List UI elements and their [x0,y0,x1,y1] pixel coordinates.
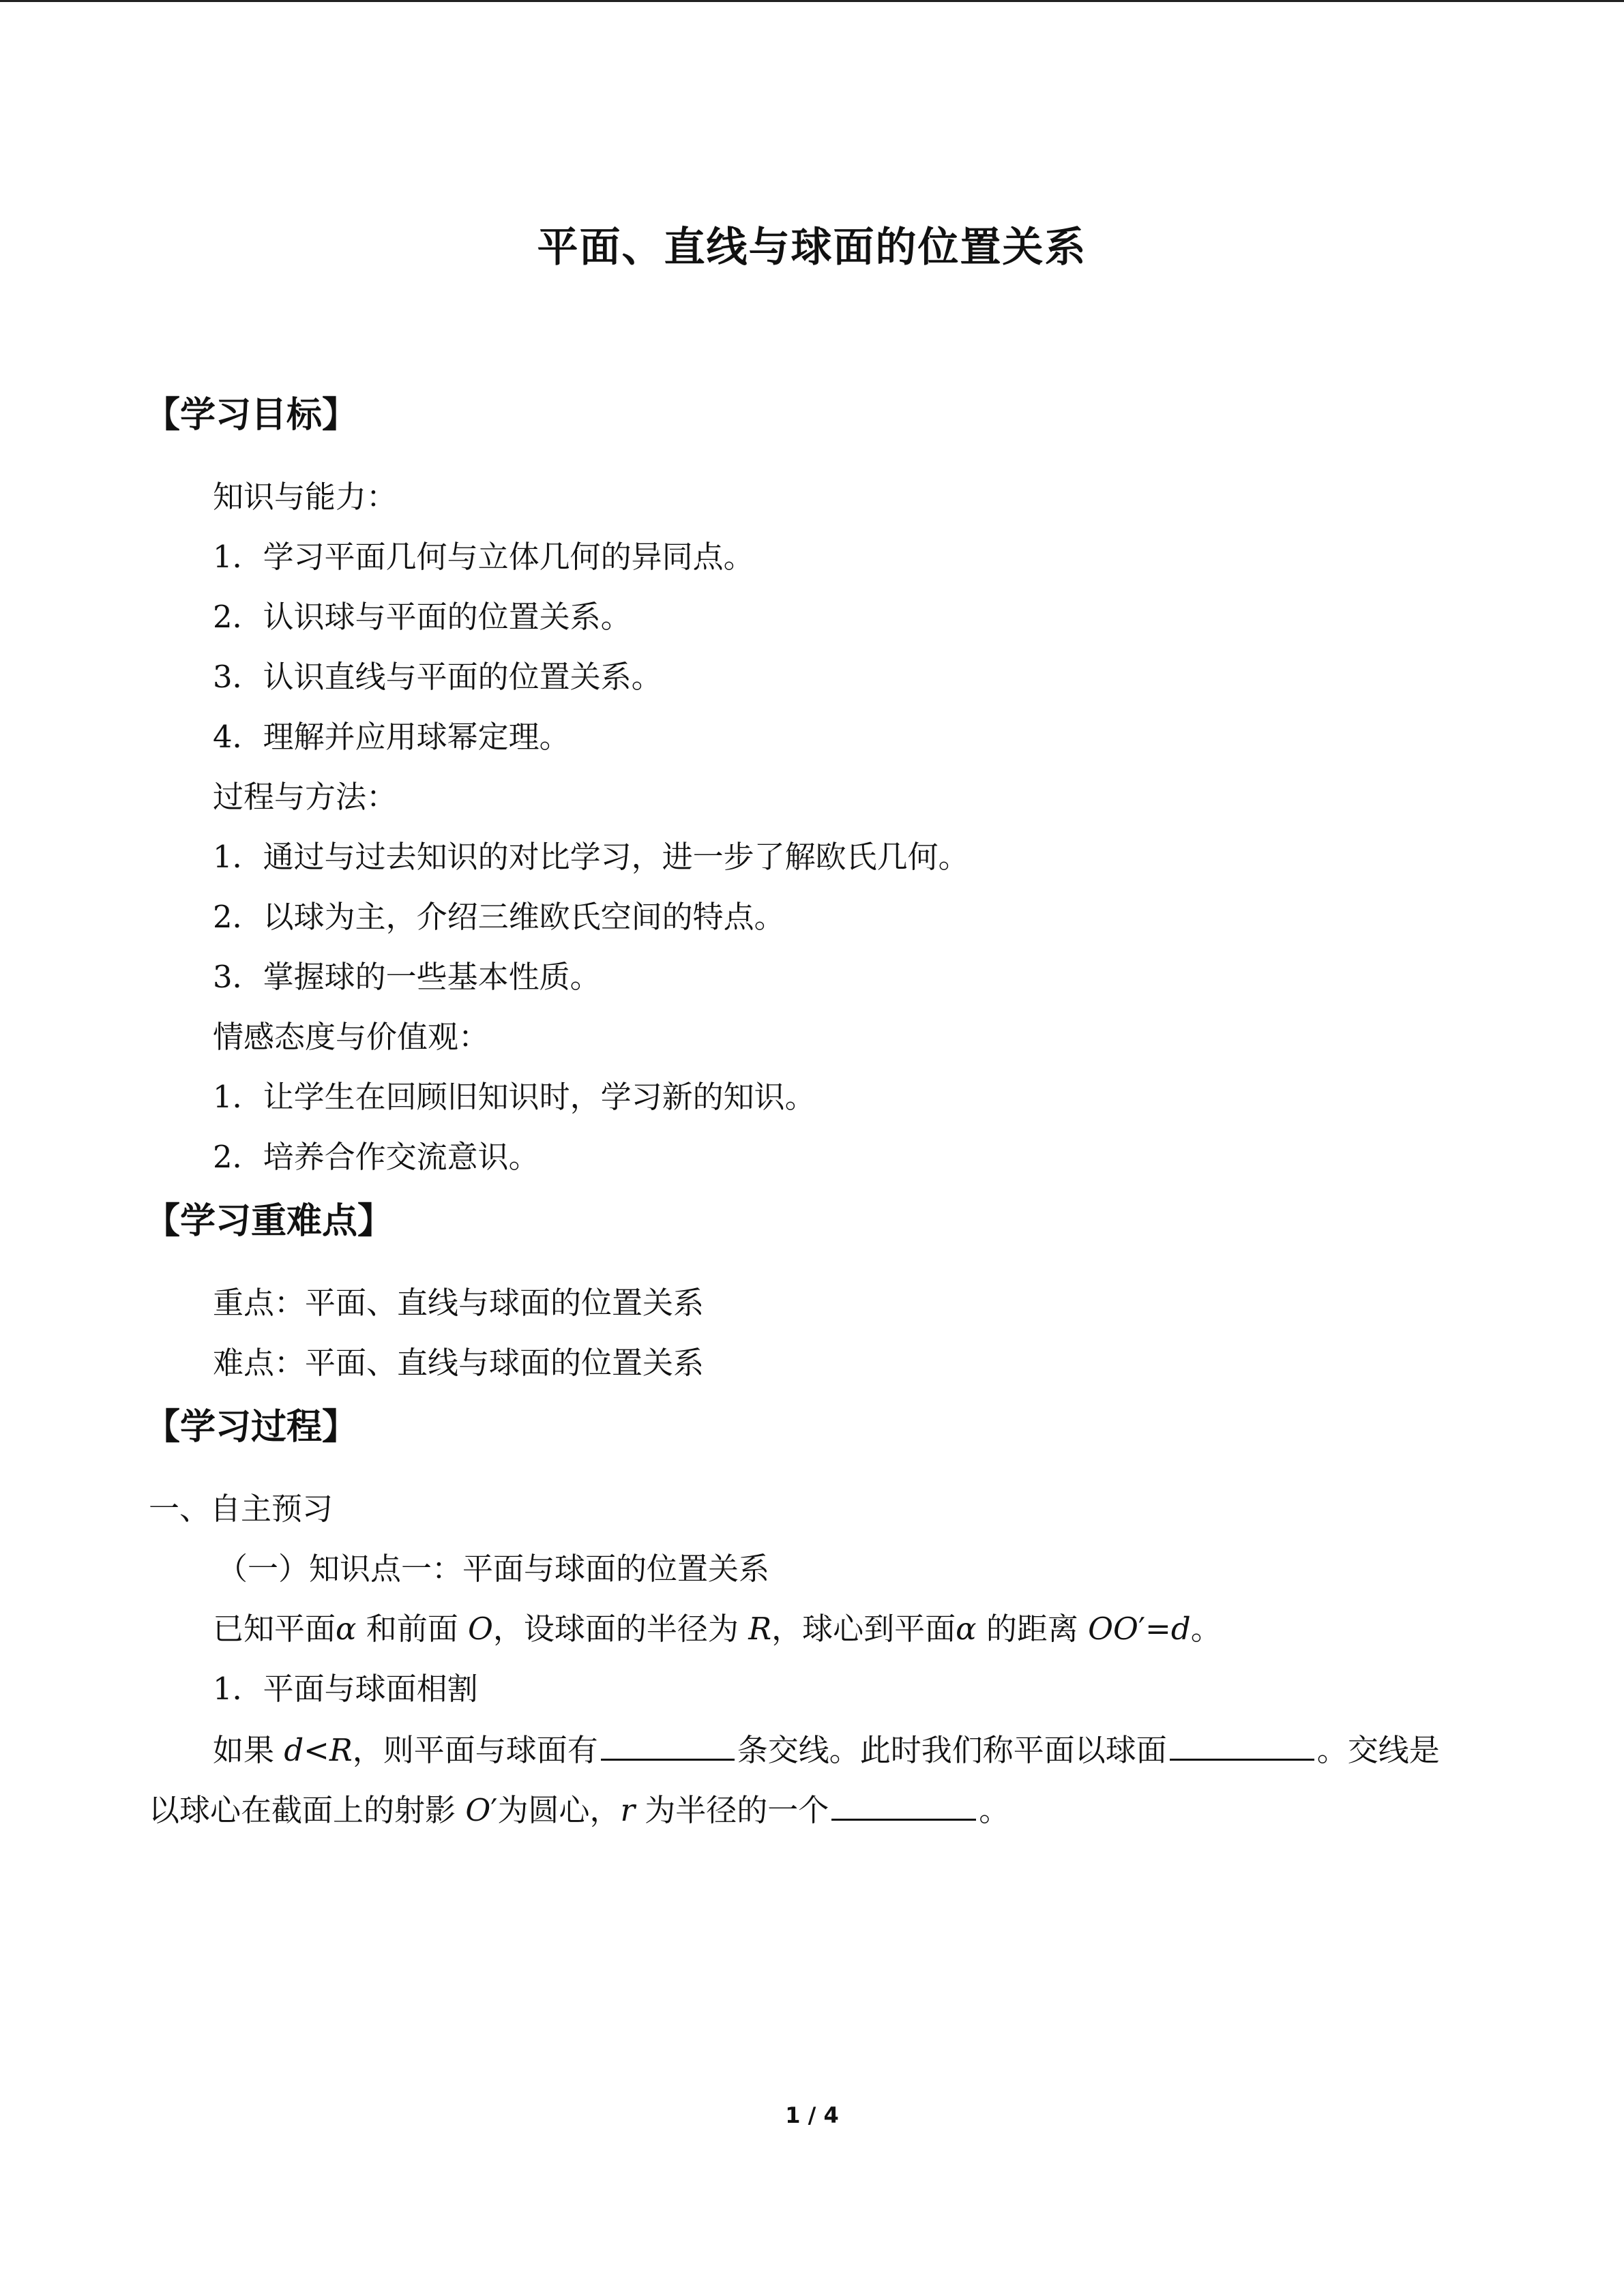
knowledge-point-1-heading: （一）知识点一：平面与球面的位置关系 [217,1551,770,1587]
given-text-5: 的距离 [976,1611,1089,1647]
given-text-4: ，球心到平面 [771,1611,956,1647]
method-heading: 过程与方法： [213,779,398,815]
case-text-4: 。交线是 [1316,1732,1440,1768]
radius-r: r [620,1792,635,1828]
prime-glyph: ′ [1138,1611,1146,1647]
distance-d: d [1170,1611,1191,1647]
emotion-item-1: 1．让学生在回顾旧知识时，学习新的知识。 [213,1079,816,1115]
case-text-7: 为半径的一个 [634,1792,829,1828]
case-statement-line-1 [213,1729,1440,1771]
knowledge-heading: 知识与能力： [213,479,398,515]
subsection-plane-intersects-sphere: 1．平面与球面相割 [213,1671,478,1707]
section-heading-objectives: 【学习目标】 [145,395,358,436]
method-item-1: 1．通过与过去知识的对比学习，进一步了解欧氏几何。 [213,839,969,875]
key-point-focus: 重点：平面、直线与球面的位置关系 [213,1285,705,1321]
case-text-end: 。 [979,1792,1010,1828]
given-text-1: 已知平面 [213,1611,336,1647]
fill-blank-relation[interactable] [1170,1729,1314,1761]
fill-blank-count[interactable] [601,1729,735,1761]
knowledge-item-3: 3．认识直线与平面的位置关系。 [213,659,662,695]
given-text-3: ，设球面的半径为 [492,1611,749,1647]
section-heading-process: 【学习过程】 [145,1407,358,1448]
segment-OO: OO [1088,1611,1138,1647]
case-text-5: 以球心在截面上的射影 [149,1792,466,1828]
emotion-item-2: 2．培养合作交流意识。 [213,1139,540,1175]
radius-R: R [748,1611,772,1647]
knowledge-item-1: 1．学习平面几何与立体几何的异同点。 [213,539,754,575]
key-point-difficulty: 难点：平面、直线与球面的位置关系 [213,1345,705,1381]
prime-glyph-2: ′ [490,1792,498,1828]
alpha-symbol: α [336,1611,357,1647]
knowledge-item-2: 2．认识球与平面的位置关系。 [213,599,632,635]
emotion-heading: 情感态度与价值观： [213,1019,490,1055]
part-heading-self-study: 一、自主预习 [149,1491,334,1527]
page-title: 平面、直线与球面的位置关系 [537,224,1087,271]
method-item-2: 2．以球为主，介绍三维欧氏空间的特点。 [213,899,785,935]
case-text-1: 如果 [213,1732,284,1768]
equals-sign: = [1145,1611,1171,1647]
condition-d-less-R: d<R [284,1732,353,1768]
case-statement-line-2 [149,1789,1009,1831]
point-O: O [468,1611,493,1647]
fill-blank-shape[interactable] [831,1789,976,1821]
case-text-6: 为圆心， [497,1792,621,1828]
given-statement [213,1609,1222,1650]
given-text-2: 和前面 [356,1611,469,1647]
method-item-3: 3．掌握球的一些基本性质。 [213,959,601,995]
page-number: 1 / 4 [785,2102,839,2128]
case-text-2: ，则平面与球面有 [352,1732,598,1768]
knowledge-item-4: 4．理解并应用球幂定理。 [213,719,570,755]
alpha-symbol-2: α [956,1611,977,1647]
point-O-prime: O [465,1792,491,1828]
given-text-end: 。 [1190,1611,1222,1647]
section-heading-key-points: 【学习重难点】 [145,1201,394,1242]
case-text-3: 条交线。此时我们称平面以球面 [737,1732,1167,1768]
